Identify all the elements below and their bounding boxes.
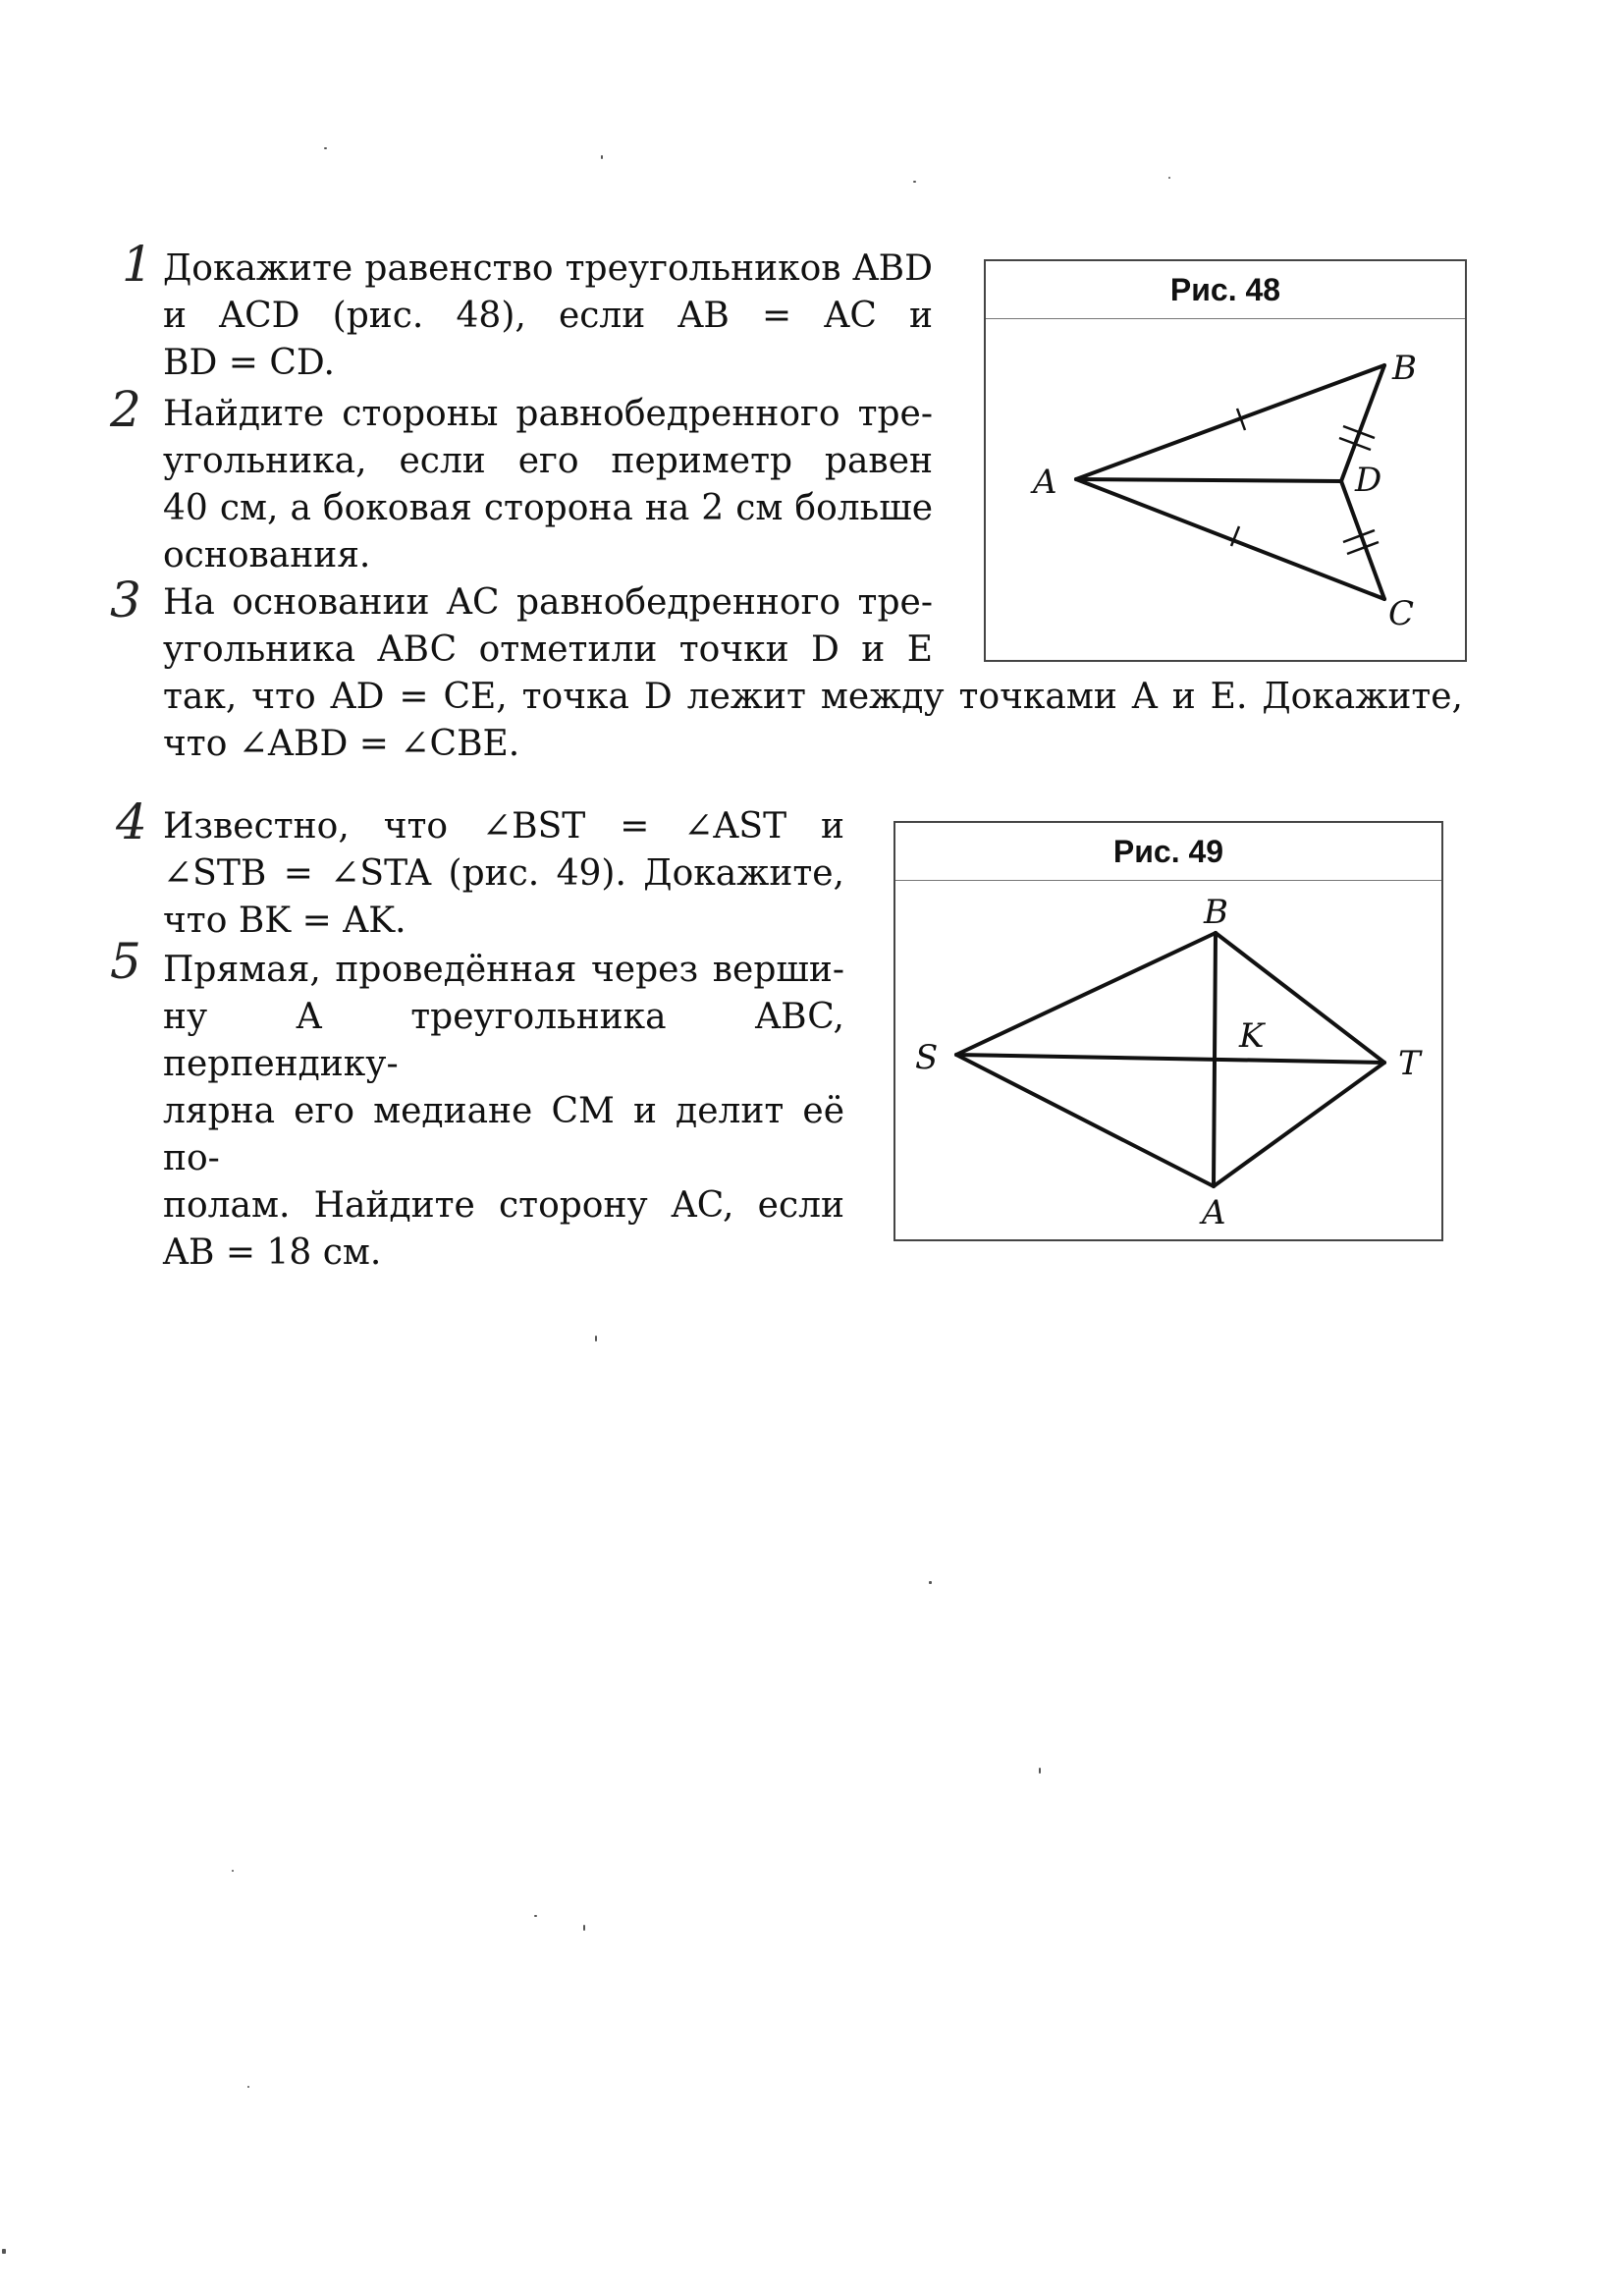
handwritten-number-5: 5 [110,933,141,990]
scan-speck [601,155,603,159]
vertex-label-B: B [1392,349,1417,388]
scan-speck [583,1925,585,1931]
problem-3 [163,579,933,674]
problem-2-line-2: угольника, если его периметр равен [163,441,933,481]
vertex-label-S: S [915,1038,939,1077]
segment-AD [1076,479,1341,481]
problem-4-line-1: Известно, что ∠BST = ∠AST и [163,806,844,847]
scan-speck [247,2086,249,2088]
problem-3-line-1: На основании AC равнобедренного тре- [163,582,933,623]
scan-speck [534,1915,537,1917]
problem-3-continued [163,674,1463,768]
segment-TA [1214,1063,1384,1186]
vertex-label-B: B [1204,893,1228,932]
problem-5-line-1: Прямая, проведённая через верши- [163,950,844,990]
handwritten-number-4: 4 [116,793,147,850]
problem-2-line-1: Найдите стороны равнобедренного тре- [163,394,933,434]
vertex-label-K: K [1239,1016,1265,1056]
scan-speck [913,181,916,183]
vertex-label-T: T [1398,1044,1421,1083]
problem-4-line-3: что BK = AK. [163,901,406,941]
handwritten-number-3: 3 [110,572,141,629]
segment-SB [956,933,1216,1055]
problem-3-line-3: так, что AD = CE, точка D лежит между точками A и E. Докажите, [163,677,1463,717]
scan-speck [595,1336,597,1341]
handwritten-number-1: 1 [122,236,153,293]
figure-48-diagram [986,261,1465,660]
problem-4 [163,803,844,945]
problem-1-line-3: BD = CD. [163,343,335,383]
problem-3-line-2: угольника ABC отметили точки D и E [163,629,933,670]
scan-speck [929,1581,932,1584]
figure-49 [893,821,1443,1241]
segment-AB [1076,365,1384,479]
figure-48 [984,259,1467,662]
figure-49-caption: Рис. 49 [895,823,1441,881]
segment-AS [956,1055,1214,1186]
problem-5 [163,947,844,1277]
problem-5-line-3: лярна его медиане CM и делит её по- [163,1091,844,1178]
problem-1 [163,246,933,387]
vertex-label-A: A [1033,463,1057,502]
segment-BA [1214,933,1216,1186]
problem-2 [163,391,933,579]
segment-ST [956,1055,1384,1063]
scan-speck [2,2249,6,2254]
handwritten-number-2: 2 [110,381,141,438]
scan-speck [324,147,327,149]
problem-3-line-4: что ∠ABD = ∠CBE. [163,724,520,764]
problem-2-line-3: 40 см, а боковая сторона на 2 см больше [163,488,933,528]
vertex-label-A: A [1202,1193,1226,1232]
problem-2-line-4: основания. [163,535,371,575]
figure-49-diagram [895,823,1441,1239]
problem-5-line-2: ну A треугольника ABC, перпендику- [163,997,844,1084]
problem-5-line-4: полам. Найдите сторону AC, если [163,1185,844,1226]
problem-5-line-5: AB = 18 см. [163,1232,382,1273]
figure-48-caption: Рис. 48 [986,261,1465,319]
problem-1-line-2: и ACD (рис. 48), если AB = AC и [163,296,933,336]
problem-1-line-1: Докажите равенство треугольников ABD [163,248,933,289]
scan-speck [1039,1768,1041,1774]
scan-speck [1168,177,1170,179]
scan-speck [232,1870,234,1872]
vertex-label-C: C [1388,594,1415,633]
vertex-label-D: D [1355,461,1382,500]
segment-AC [1076,479,1384,599]
problem-4-line-2: ∠STB = ∠STA (рис. 49). Докажите, [163,853,844,894]
